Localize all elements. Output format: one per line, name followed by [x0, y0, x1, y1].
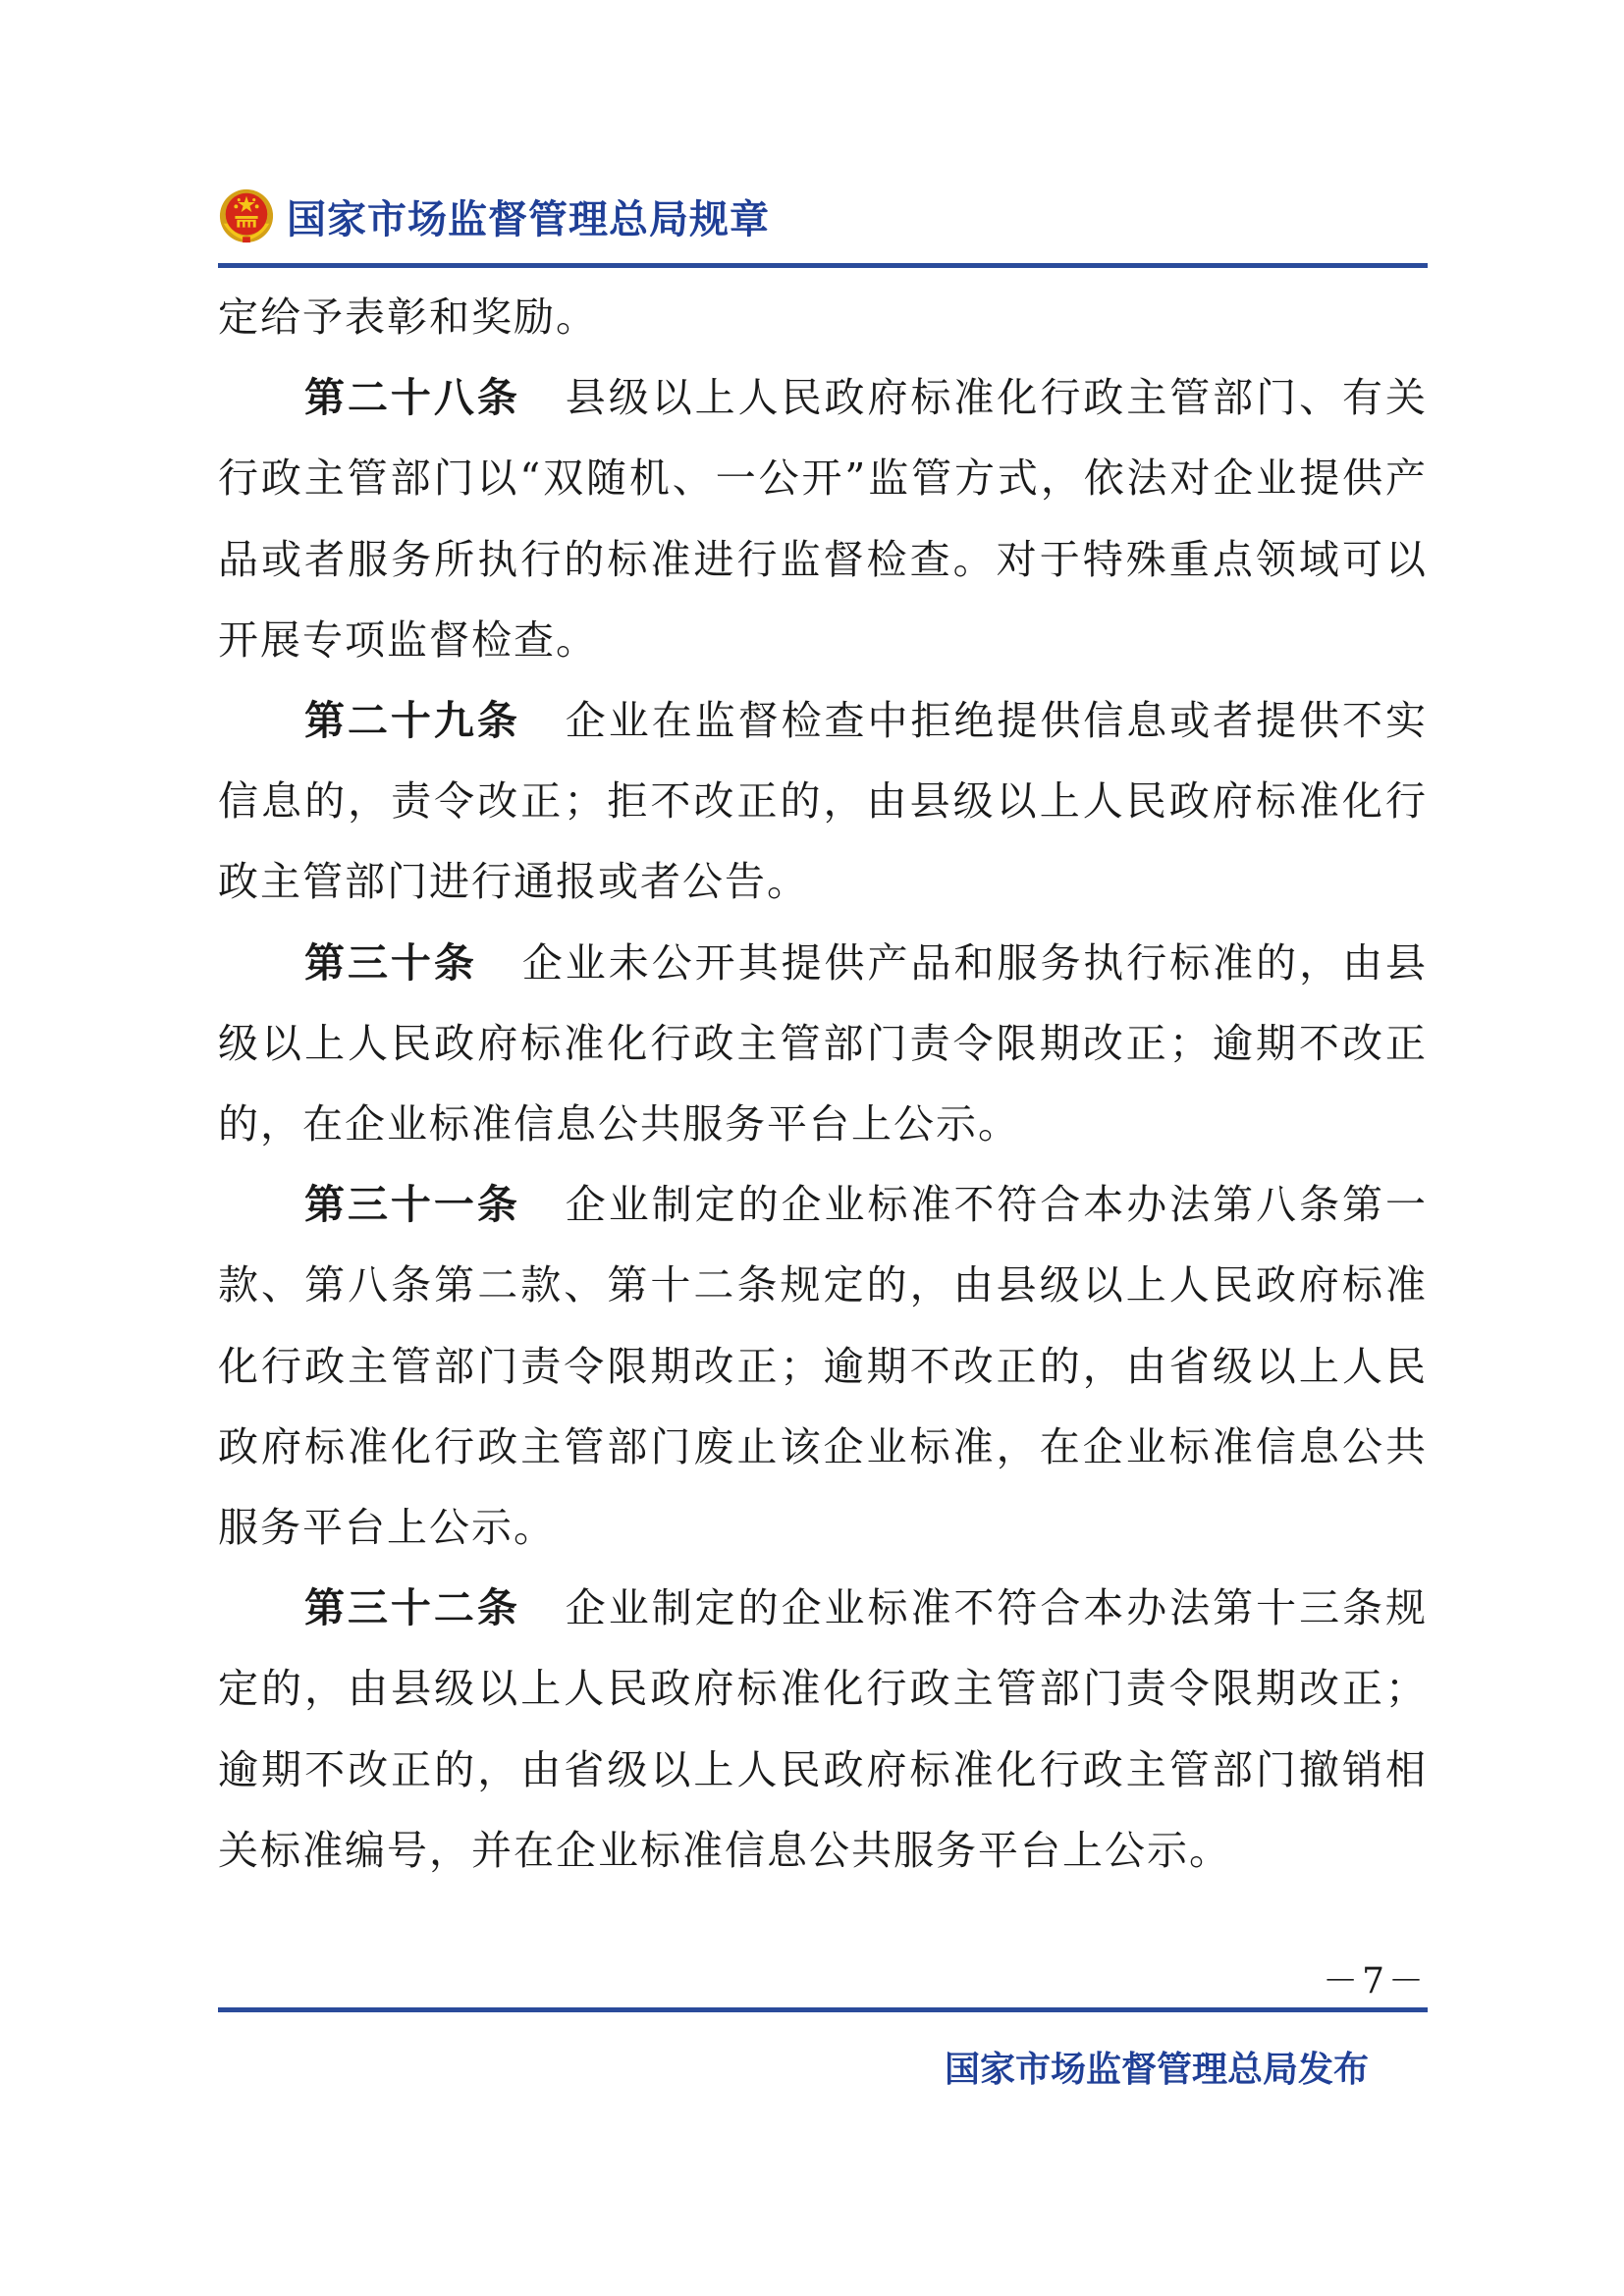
- article-heading: 第二十九条: [304, 697, 520, 745]
- article-heading: 第三十条: [304, 938, 477, 987]
- footer-publisher: 国家市场监督管理总局发布: [944, 2050, 1369, 2090]
- article-text: 企业制定的企业标准不符合本办法第八条第一款、第八条第二款、第十二条规定的，由县级以上人民政府标准化行政主管部门责令限期改正；逾期不改正的，由省级以上人民政府标准化行政主管部门废止该企业标准，在企业标准信息公共服务平台上公示。: [218, 1181, 1429, 1552]
- header-title: 国家市场监督管理总局规章: [287, 196, 770, 242]
- article-text: 企业未公开其提供产品和服务执行标准的，由县级以上人民政府标准化行政主管部门责令限期改正；逾期不改正的，在企业标准信息公共服务平台上公示。: [218, 938, 1429, 1148]
- page-header: [218, 187, 770, 245]
- page-number: －7－: [1323, 1961, 1428, 2002]
- continuation-paragraph: 定给予表彰和奖励。: [218, 294, 598, 341]
- header-divider: [218, 263, 1428, 268]
- document-body: [218, 277, 1428, 1891]
- article-29: [218, 680, 1428, 923]
- article-heading: 第三十一条: [304, 1181, 520, 1229]
- article-28: [218, 357, 1428, 680]
- article-text: 企业制定的企业标准不符合本办法第十三条规定的，由县级以上人民政府标准化行政主管部门责令限期改正；逾期不改正的，由省级以上人民政府标准化行政主管部门撤销相关标准编号，并在企业标准信息公共服务平台上公示。: [218, 1584, 1429, 1874]
- article-31: [218, 1164, 1428, 1568]
- article-text: 县级以上人民政府标准化行政主管部门、有关行政主管部门以“双随机、一公开”监管方式，依法对企业提供产品或者服务所执行的标准进行监督检查。对于特殊重点领域可以开展专项监督检查。: [218, 374, 1429, 664]
- article-text: 企业在监督检查中拒绝提供信息或者提供不实信息的，责令改正；拒不改正的，由县级以上人民政府标准化行政主管部门进行通报或者公告。: [218, 697, 1429, 906]
- article-heading: 第三十二条: [304, 1584, 520, 1632]
- article-32: [218, 1568, 1428, 1891]
- footer-divider: [218, 2007, 1428, 2012]
- article-30: [218, 923, 1428, 1165]
- national-emblem-icon: [218, 187, 275, 244]
- article-heading: 第二十八条: [304, 374, 520, 422]
